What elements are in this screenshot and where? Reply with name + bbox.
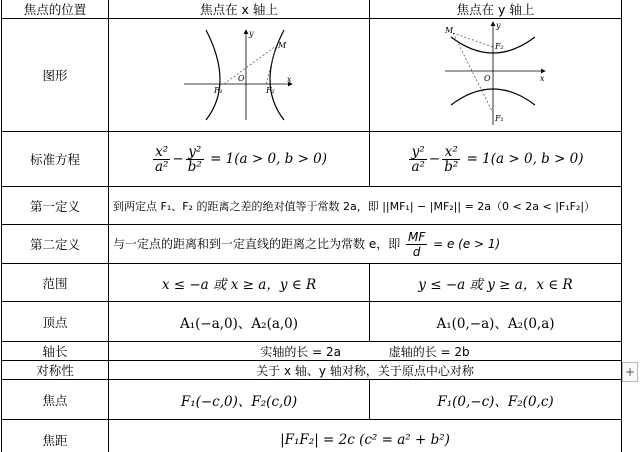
def2-before: 与一定点的距离和到一定直线的距离之比为常数 e，即 [113, 236, 405, 251]
x-axis-label-b: x [540, 74, 545, 83]
hyperbola-properties-table [1, 0, 622, 452]
hyperbola-x-graph [184, 26, 294, 121]
focus-y: F₁(0,−c)、F₂(0,c) [370, 380, 622, 420]
vertex-row [2, 302, 622, 342]
focal-label: 焦距 [2, 420, 109, 452]
origin-label: O [238, 73, 245, 83]
axis-label: 轴长 [2, 342, 109, 361]
f1-label: F₁ [214, 85, 223, 95]
focus-label: 焦点 [2, 380, 109, 420]
std-eq-x: $\frac{\text{x²}}{\text{a²}}$ − $\frac{\text{y²}}{\text{b²}}$ = 1(a > 0, b > 0) [109, 132, 370, 187]
focus-x: F₁(−c,0)、F₂(c,0) [109, 380, 370, 420]
def2-frac-num: MF [408, 229, 426, 244]
mf1-line [224, 46, 276, 84]
imag-axis-text: 虚轴的长 = 2b [388, 344, 470, 359]
f1-label-b: F₁ [495, 114, 504, 123]
def2-frac-den: d [412, 244, 421, 259]
symmetry-label: 对称性 [2, 361, 109, 380]
graph-x-cell [109, 19, 370, 132]
def2-text [109, 225, 622, 264]
axis-length-row [2, 342, 622, 361]
f2-label: F₂ [266, 85, 275, 95]
vertex-label: 顶点 [2, 302, 109, 342]
header-focus-on-x: 焦点在 x 轴上 [109, 0, 370, 19]
x-axis-label: x [287, 74, 292, 84]
def1-text: 到两定点 F₁、F₂ 的距离之差的绝对值等于常数 2a，即 ||MF₁| − |MF₂|| = 2a（0 < 2a < |F₁F₂|） [109, 187, 622, 225]
std-eq-label: 标准方程 [2, 132, 109, 187]
std-eq-x-rest: = 1(a > 0, b > 0) [205, 150, 328, 167]
std-eq-y: $\frac{\text{y²}}{\text{a²}}$ − $\frac{\text{x²}}{\text{b²}}$ = 1(a > 0, b > 0) [370, 132, 622, 187]
first-definition-row [2, 187, 622, 225]
second-definition-row [2, 225, 622, 264]
focal-text: |F₁F₂| = 2c (c² = a² + b²) [109, 420, 622, 452]
vertex-x: A₁(−a,0)、A₂(a,0) [109, 302, 370, 342]
m-label-b: M [445, 26, 454, 35]
def2-after: = e (e > 1) [429, 236, 501, 251]
range-x: x ≤ −a 或 x ≥ a，y ∈ R [109, 264, 370, 302]
vertex-y: A₁(0,−a)、A₂(0,a) [370, 302, 622, 342]
graph-label: 图形 [2, 19, 109, 132]
y-axis-label-b: y [496, 21, 501, 30]
range-label: 范围 [2, 264, 109, 302]
header-focus-on-y: 焦点在 y 轴上 [370, 0, 622, 19]
def1-label: 第一定义 [2, 187, 109, 225]
symmetry-text: 关于 x 轴、y 轴对称，关于原点中心对称 [109, 361, 622, 380]
def2-label: 第二定义 [2, 225, 109, 264]
origin-label-b: O [484, 74, 491, 83]
hyperbola-y-graph [443, 19, 548, 127]
focus-row [2, 380, 622, 420]
focal-distance-row [2, 420, 622, 452]
graph-y-cell [370, 19, 622, 132]
m-label: M [278, 40, 287, 50]
symmetry-row [2, 361, 622, 380]
standard-equation-row [2, 132, 622, 187]
table-header-row [2, 0, 622, 19]
graph-row [2, 19, 622, 132]
left-branch [206, 30, 220, 120]
std-eq-y-rest: = 1(a > 0, b > 0) [462, 150, 584, 167]
f2-label-b: F₂ [495, 42, 504, 51]
y-axis-label: y [249, 28, 254, 38]
real-axis-text: 实轴的长 = 2a [260, 344, 342, 359]
header-position: 焦点的位置 [2, 0, 109, 19]
range-y: y ≤ −a 或 y ≥ a，x ∈ R [370, 264, 622, 302]
range-row [2, 264, 622, 302]
expand-plus-button[interactable]: + [622, 362, 638, 382]
axis-text [109, 342, 622, 361]
